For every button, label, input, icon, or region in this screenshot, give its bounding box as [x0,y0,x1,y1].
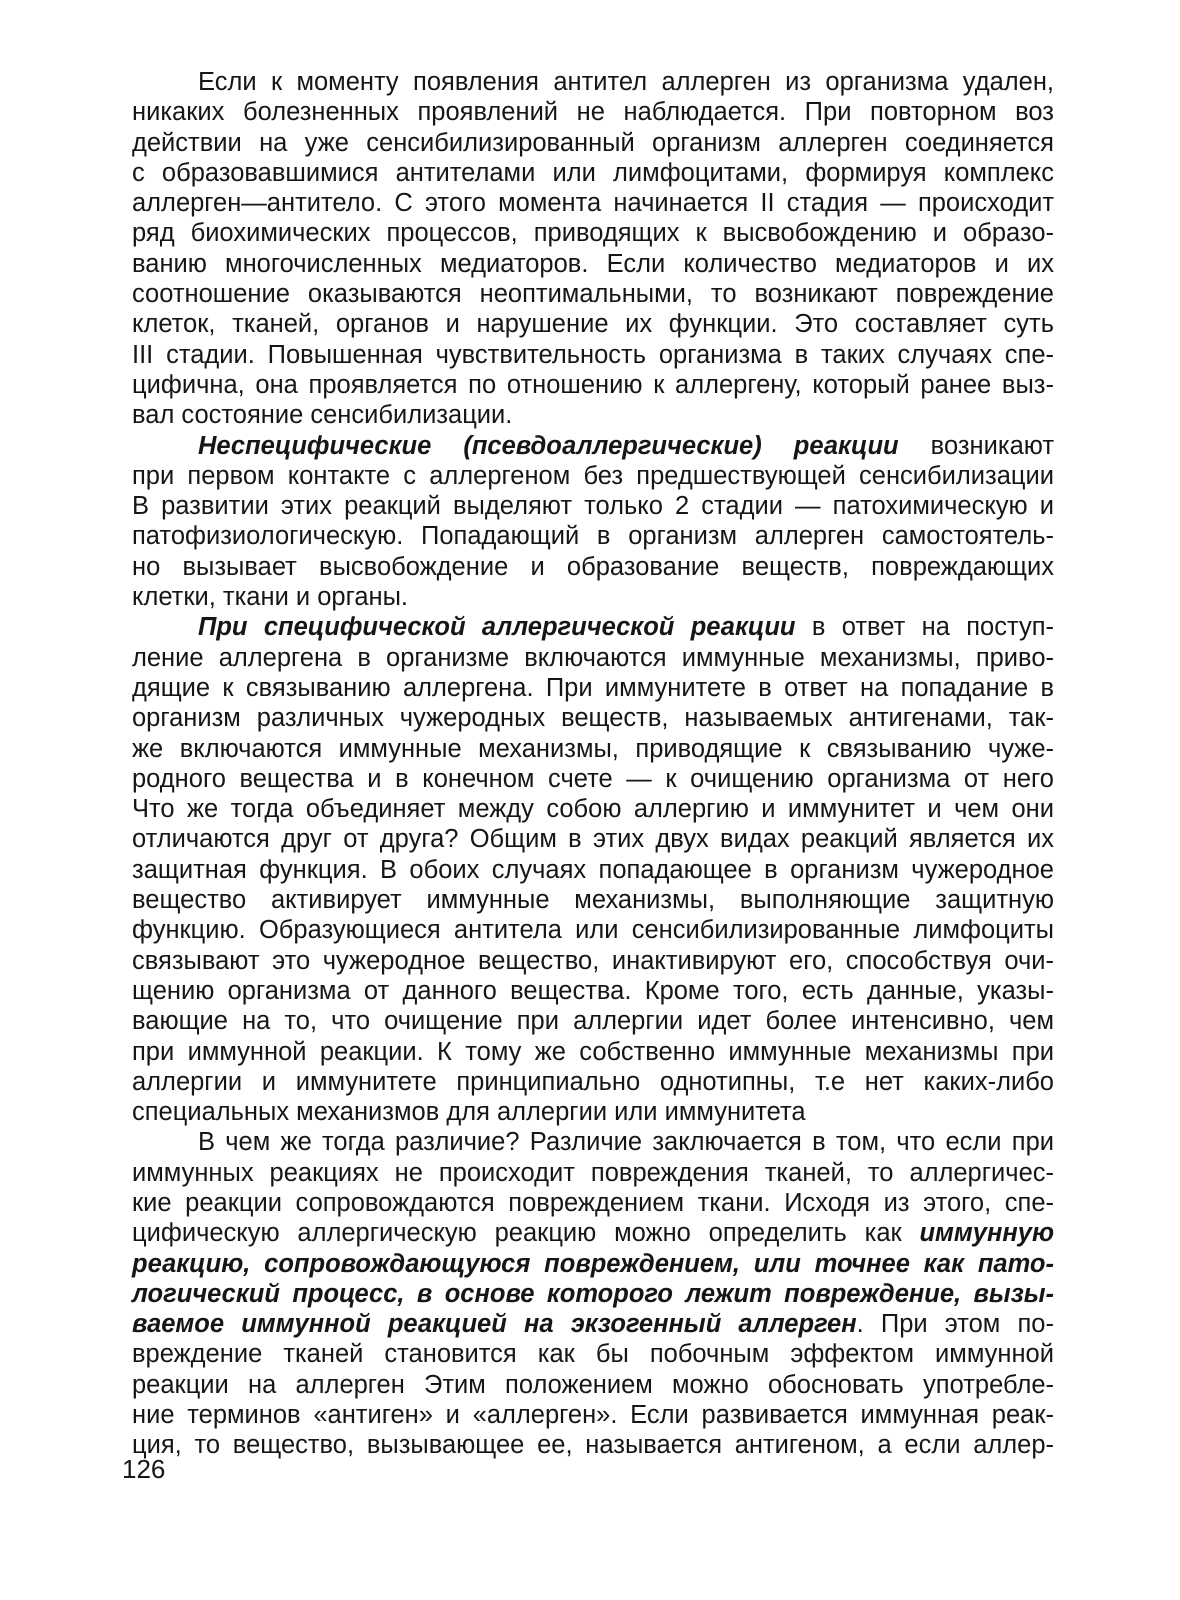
text-line: функцию. Образующиеся антитела или сенсибилизированные лимфоциты [132,916,1054,945]
emphasis-term: При специфической аллергической реакции [198,613,796,642]
text-fragment: возникают [898,431,1055,460]
text-line: Что же тогда объединяет между собою аллергию и иммунитет и чем они [132,795,1054,824]
text-line: ция, то вещество, вызывающее ее, называется антигеном, а если аллер- [132,1431,1054,1460]
text-line [132,431,1054,461]
text-line: вещество активирует иммунные механизмы, выполняющие защитную [132,886,1054,915]
text-line: В чем же тогда различие? Различие заключается в том, что если при [198,1128,1054,1157]
text-line: организм различных чужеродных веществ, называемых антигенами, так- [132,704,1054,733]
text-line: III стадии. Повышенная чувствительность организма в таких случаях спе- [132,340,1054,369]
text-line: но вызывает высвобождение и образование веществ, повреждающих [132,552,1054,581]
text-line: кие реакции сопровождаются повреждением ткани. Исходя из этого, спе- [132,1188,1054,1217]
text-line [132,1309,1054,1339]
text-line: клеток, тканей, органов и нарушение их функции. Это составляет суть [132,310,1054,339]
text-line: В развитии этих реакций выделяют только 2 стадии — патохимическую и [132,492,1054,521]
text-line: специальных механизмов для аллергии или иммунитета [132,1098,806,1127]
text-line: аллергии и иммунитете принципиально однотипны, т.е нет каких-либо [132,1067,1054,1096]
text-fragment: в ответ на поступ- [795,613,1054,642]
text-line: никаких болезненных проявлений не наблюдается. При повторном воз [132,98,1054,127]
text-fragment: . При этом по- [856,1310,1054,1339]
text-line: ванию многочисленных медиаторов. Если количество медиаторов и их [132,249,1054,278]
text-line: цифична, она проявляется по отношению к аллергену, который ранее выз- [132,370,1054,399]
text-line: ление аллергена в организме включаются иммунные механизмы, приво- [132,643,1054,672]
text-line: соотношение оказываются неоптимальными, то возникают повреждение [132,280,1054,309]
text-line: вал состояние сенсибилизации. [132,401,513,430]
text-line [132,612,1054,642]
text-line: клетки, ткани и органы. [132,583,409,612]
text-line: Если к моменту появления антител аллерген из организма удален, [198,68,1054,96]
text-line: вреждение тканей становится как бы побочным эффектом иммунной [132,1340,1054,1369]
text-fragment: цифическую аллергическую реакцию можно определить как [132,1219,920,1248]
text-line: же включаются иммунные механизмы, приводящие к связыванию чуже- [132,734,1054,763]
text-line: патофизиологическую. Попадающий в организм аллерген самостоятель- [132,522,1054,551]
text-line: с образовавшимися антителами или лимфоцитами, формируя комплекс [132,158,1054,187]
text-line: дящие к связыванию аллергена. При иммунитете в ответ на попадание в [132,673,1054,702]
text-line [132,1218,1054,1248]
text-line: иммунных реакциях не происходит повреждения тканей, то аллергичес- [132,1158,1054,1187]
text-line: связывают это чужеродное вещество, инактивируют его, способствуя очи- [132,946,1054,975]
text-line: логический процесс, в основе которого лежит повреждение, вызы- [132,1279,1054,1308]
text-line: ние терминов «антиген» и «аллерген». Если развивается иммунная реак- [132,1401,1054,1430]
page-number: 126 [122,1454,166,1484]
emphasis-term: Неспецифические (псевдоаллергические) реакции [198,431,899,460]
page-text [132,67,1054,1461]
text-line: родного вещества и в конечном счете — к очищению организма от него [132,764,1054,793]
text-line: реакции на аллерген Этим положением можно обосновать употребле- [132,1370,1054,1399]
text-line: при иммунной реакции. К тому же собственно иммунные механизмы при [132,1037,1054,1066]
text-line: при первом контакте с аллергеном без предшествующей сенсибилизации [132,461,1054,490]
text-line: отличаются друг от друга? Общим в этих двух видах реакций является их [132,825,1054,854]
emphasis-term: иммунную [919,1219,1054,1248]
emphasis-term: ваемое иммунной реакцией на экзогенный аллерген [132,1310,857,1339]
text-line: вающие на то, что очищение при аллергии идет более интенсивно, чем [132,1007,1054,1036]
text-line: защитная функция. В обоих случаях попадающее в организм чужеродное [132,855,1054,884]
text-line: действии на уже сенсибилизированный организм аллерген соединяется [132,128,1054,157]
text-line: ряд биохимических процессов, приводящих к высвобождению и образо- [132,219,1054,248]
text-line: реакцию, сопровождающуюся повреждением, или точнее как пато- [132,1249,1054,1278]
text-line: аллерген—антитело. С этого момента начинается II стадия — происходит [132,189,1054,218]
text-line: щению организма от данного вещества. Кроме того, есть данные, указы- [132,976,1054,1005]
